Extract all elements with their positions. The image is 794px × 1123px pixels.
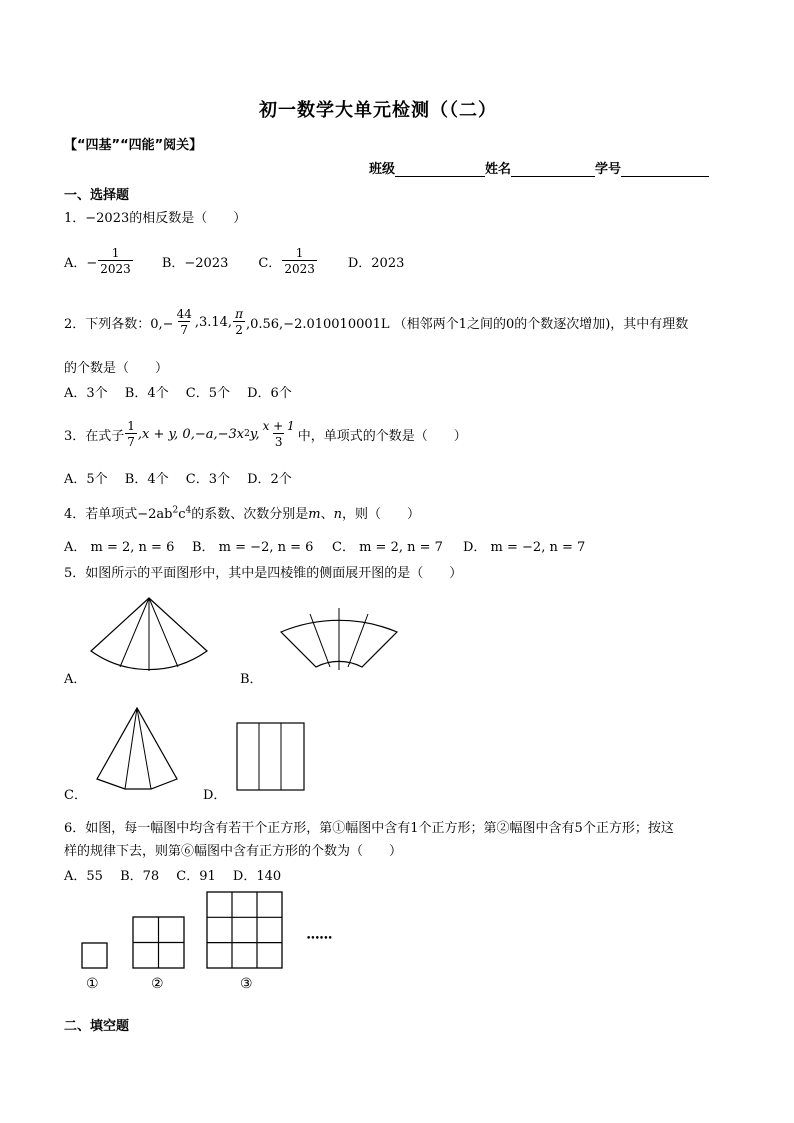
question-2-options[interactable]: A．3个 B．4个 C．5个 D．6个 <box>64 386 292 401</box>
question-2-stem-line2: 的个数是（ ） <box>64 361 169 376</box>
q1-option-c[interactable]: C． $\frac{1}{2023}$ <box>258 246 315 276</box>
question-4-stem: 4．若单项式$-2ab^2c^4$的系数、次数分别是m、n，则（ ） <box>64 505 421 522</box>
section-heading-fill: 二、填空题 <box>64 1019 130 1034</box>
q4-option-d[interactable]: D． m = −2, n = 7 <box>463 540 586 555</box>
id-field[interactable] <box>621 162 709 177</box>
question-6-options[interactable]: A．55 B．78 C．91 D．140 <box>64 869 282 884</box>
page-title: 初一数学大单元检测（（二） <box>259 100 497 121</box>
q5-figure-b-annular-fan <box>280 604 398 674</box>
q1-option-d[interactable]: D．2023 <box>347 255 405 271</box>
question-6-stem-line1: 6．如图，每一幅图中均含有若干个正方形，第①幅图中含有1个正方形；第②幅图中含有5个正方形；按这 <box>64 821 674 836</box>
q6-figure-3-label: ③ <box>240 976 253 992</box>
q2-fraction-pi-2: $\frac{\pi}{2}$ <box>235 307 243 337</box>
section-badge: 【“四基”“四能”阅关】 <box>64 138 203 153</box>
question-3-options[interactable]: A．5个 B．4个 C．3个 D．2个 <box>64 472 292 487</box>
name-label: 姓名 <box>485 162 512 177</box>
class-label: 班级 <box>369 162 396 177</box>
question-1-stem: 1．−2023的相反数是（ ） <box>64 211 247 226</box>
q1-c-fraction: $\frac{1}{2023}$ <box>284 246 315 276</box>
q1-option-b[interactable]: B．−2023 <box>161 255 229 271</box>
q5-option-c-label[interactable]: C． <box>64 788 87 803</box>
q6-figure-1-label: ① <box>86 976 99 992</box>
question-1-options <box>64 241 404 281</box>
q4-option-c[interactable]: C． m = 2, n = 7 <box>332 540 443 555</box>
q3-fraction-1-7: $\frac{1}{7}$ <box>127 419 135 449</box>
question-2-stem: 2．下列各数：0,− $\frac{44}{7}$ ,3.14, $\frac{\pi}{2}$ ,0.56,−2.010010001L （相邻两个1之间的0的个数逐次增加)，其中有理数 <box>64 307 689 337</box>
student-info <box>369 158 709 177</box>
q4-option-a[interactable]: A． m = 2, n = 6 <box>64 540 175 555</box>
q4-option-b[interactable]: B． m = −2, n = 6 <box>192 540 314 555</box>
name-field[interactable] <box>511 162 595 177</box>
class-field[interactable] <box>395 162 485 177</box>
q5-option-b-label[interactable]: B． <box>240 672 263 687</box>
q5-figure-a-fan <box>90 597 208 672</box>
q6-figure-1-grid <box>81 942 109 970</box>
q5-option-a-label[interactable]: A． <box>64 672 87 687</box>
q5-figure-d-rectangles <box>236 722 306 792</box>
q6-continuation-dots: •••••• <box>306 934 332 944</box>
question-6-stem-line2: 样的规律下去，则第⑥幅图中含有正方形的个数为（ ） <box>64 844 403 859</box>
q2-fraction-44-7: $\frac{44}{7}$ <box>176 307 192 337</box>
q6-figure-2-label: ② <box>151 976 164 992</box>
id-label: 学号 <box>595 162 622 177</box>
section-heading-choice: 一、选择题 <box>64 188 130 203</box>
q1-a-fraction: $\frac{1}{2023}$ <box>100 246 131 276</box>
question-5-stem: 5．如图所示的平面图形中，其中是四棱锥的侧面展开图的是（ ） <box>64 566 463 581</box>
question-3-stem: 3．在式子 $\frac{1}{7}$ ,x + y, 0,−a,−3x 2 y, $\frac{x + 1}{3}$ 中，单项式的个数是（ ） <box>64 419 467 449</box>
q3-fraction-x1-3: $\frac{x + 1}{3}$ <box>262 419 295 449</box>
q6-figure-2-grid <box>132 916 186 970</box>
q5-figure-c-triangle-fan <box>95 707 179 790</box>
q6-figure-3-grid <box>206 891 284 970</box>
q1-option-a[interactable]: A．− $\frac{1}{2023}$ <box>64 246 131 276</box>
q5-option-d-label[interactable]: D． <box>203 788 227 803</box>
